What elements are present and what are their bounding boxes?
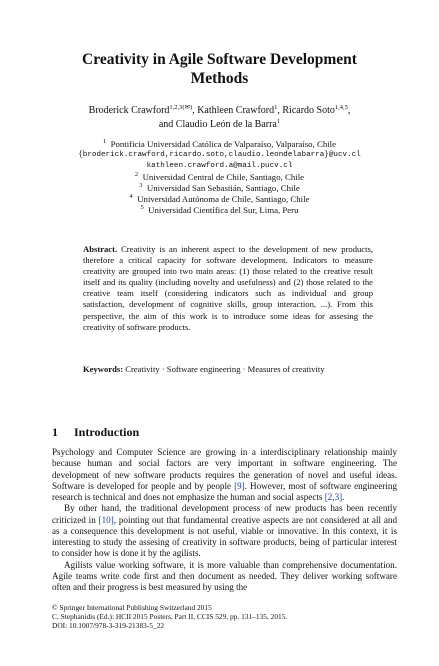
p1-text-b: . However, most of software engineering research is technical and does not emphasize the human and social aspects [52, 480, 398, 502]
keywords-text: Creativity · Software engineering · Measures of creativity [125, 364, 325, 374]
paper-title [40, 50, 399, 88]
affiliation-4 [30, 194, 409, 205]
paragraph-3: Agilists value working software, it is more valuable than comprehensive documentation. Agile teams write code first and then document as needed. They deliver working software often and their progress is best measured by using the [52, 559, 397, 592]
abstract-text: Creativity is an inherent aspect to the development of new products, therefore a critical capacity for software development. Indicators to measure creativity are grouped into two main areas: (1) those related to the creative result itself and its quality (including novelty and usefulness) and (2) those related to the creative team itself (considering indicators such as individual and group satisfaction, development of cognitive skills, group interaction, ...). From this perspective, the aim of this work is to introduce some ideas for assesing the creativity of software products. [83, 244, 373, 332]
affiliation-4-text: Universidad Autónoma de Chile, Santiago, Chile [137, 194, 310, 204]
affiliation-2-num: 2 [134, 171, 139, 178]
p1-text-c: . [342, 492, 345, 502]
author-1: Broderick Crawford [88, 105, 170, 116]
citation-10[interactable]: [10] [98, 514, 114, 525]
section-heading [52, 425, 139, 440]
paragraph-1 [52, 447, 397, 503]
p2-text-b: , pointing out that fundamental creative aspects are not considered at all and as a consequence this development is not useful, viable or innovative. In this context, it is interesting to study the assesing of creativity in software products, being of particular interest to consider how is done it by the agilists. [52, 514, 397, 559]
p1-text-a: Psychology and Computer Science are growing in a interdisciplinary relationship mainly because human and social factors are very important in software engineering. The development of new software products requires the generation of novel and useful ideas. Software is developed for people and by people [52, 447, 397, 491]
author-3: Ricardo Soto [282, 105, 335, 116]
affiliation-2-text: Universidad Central de Chile, Santiago, Chile [142, 172, 305, 182]
affiliation-1-num: 1 [102, 138, 107, 145]
affiliations [30, 139, 409, 216]
affiliation-1-text: Pontificia Universidad Católica de Valparaíso, Valparaíso, Chile [110, 139, 337, 149]
footer-citation: C. Stephanidis (Ed.): HCII 2015 Posters, Part II, CCIS 529, pp. 131–135, 2015. [52, 612, 288, 622]
affiliation-4-num: 4 [129, 193, 133, 200]
title-line-1: Creativity in Agile Software Development [82, 51, 357, 68]
abstract-label: Abstract. [83, 244, 118, 254]
author-list: Broderick Crawford$^{1,2,3(✉)}$, Kathleen Crawford$^1$, Ricardo Soto$^{1,4,5}$, and Claudio León de la Barra$^1$ [88, 104, 351, 130]
affiliation-email-2: kathleen.crawford.a@mail.pucv.cl [146, 162, 293, 170]
affiliation-5-text: Universidad Científica del Sur, Lima, Peru [148, 205, 299, 215]
copyright-footer [52, 603, 397, 631]
section-number: 1 [52, 425, 58, 439]
affiliation-5-num: 5 [140, 204, 144, 211]
keywords-label: Keywords: [83, 364, 124, 374]
author-3-affil: 1,4,5 [334, 104, 348, 111]
body-text [52, 447, 397, 593]
affiliation-3-text: Universidad San Sebastián, Santiago, Chile [146, 183, 300, 193]
author-1-affil: 1,2,3(✉) [169, 104, 193, 111]
affiliation-5 [30, 205, 409, 216]
author-4-affil: 1 [276, 118, 281, 125]
title-line-2: Methods [190, 70, 249, 87]
paragraph-2 [52, 503, 397, 559]
citation-9[interactable]: [9] [234, 480, 245, 491]
author-2-affil: 1 [274, 104, 278, 111]
affiliation-2 [30, 172, 409, 183]
keywords [83, 364, 383, 375]
citation-2-3[interactable]: [2,3] [324, 492, 343, 502]
affiliation-1 [30, 139, 409, 150]
author-4: and Claudio León de la Barra [158, 119, 277, 130]
abstract [83, 244, 373, 333]
affiliation-emails: {broderick.crawford,ricardo.soto,claudio.leondelabarra}@ucv.cl [78, 151, 361, 159]
affiliation-3 [30, 183, 409, 194]
footer-copyright: © Springer International Publishing Switzerland 2015 [52, 603, 212, 612]
section-title: Introduction [74, 425, 140, 439]
author-2: Kathleen Crawford [197, 105, 275, 116]
p2-text-a: By other hand, the traditional development process of new products has been recently criticized in [52, 503, 397, 525]
footer-doi: DOI: 10.1007/978-3-319-21383-5_22 [52, 621, 165, 631]
affiliation-3-num: 3 [139, 182, 143, 189]
